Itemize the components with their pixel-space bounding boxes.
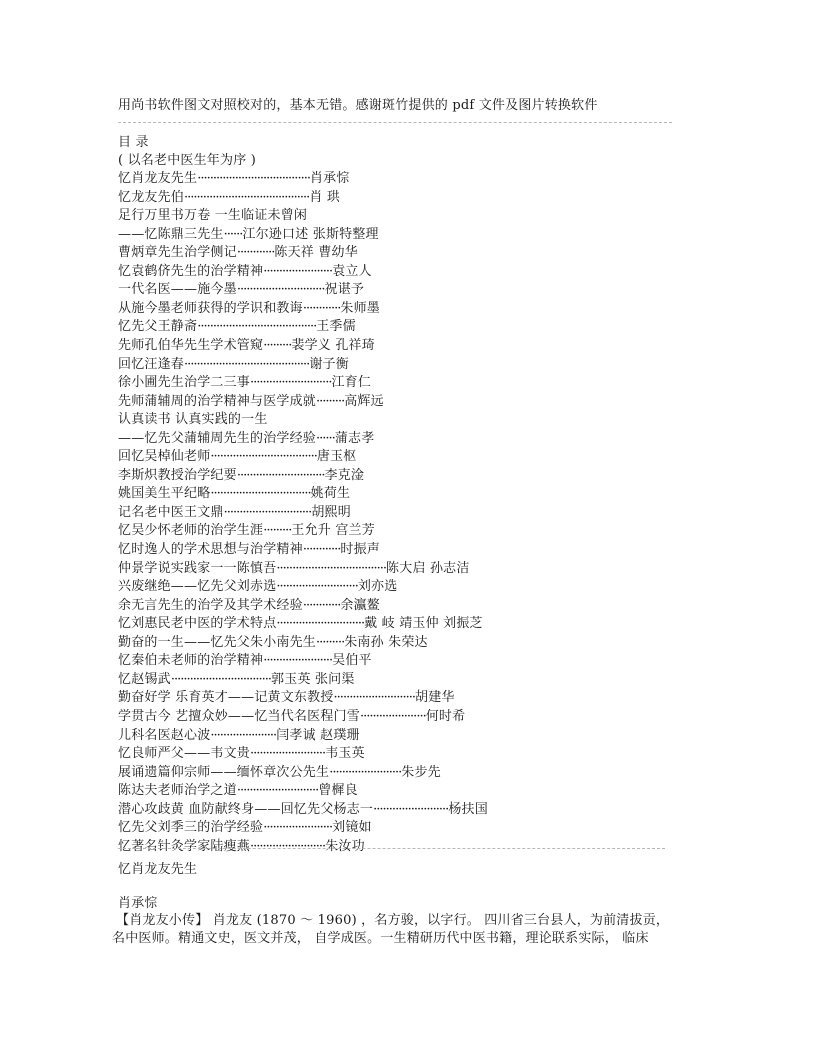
toc-entry-title: 忆著名针灸学家陆瘦燕	[118, 838, 251, 854]
toc-entry-author: 闫孝诚 赵璞珊	[276, 727, 360, 743]
toc-entry-title: 从施今墨老师获得的学识和教诲	[118, 300, 303, 316]
toc-entry-title: 勤奋好学 乐育英才——记黄文东教授	[118, 690, 334, 706]
toc-entry	[118, 745, 365, 763]
toc-entry	[118, 170, 350, 188]
toc-entry	[118, 597, 380, 615]
toc-entry	[118, 782, 358, 800]
toc-entry-author: 李克淦	[324, 467, 365, 483]
toc-leader-dots: ······················	[263, 653, 333, 669]
toc-entry-author: 袁立人	[332, 263, 372, 279]
toc-entry-title: 忆肖龙友先生	[118, 171, 198, 186]
toc-entry	[118, 504, 351, 522]
toc-entry	[118, 819, 372, 837]
toc-leader-dots: ·········	[263, 337, 292, 353]
toc-entry	[118, 300, 380, 318]
toc-entry-title: 先师蒲辅周的治学精神与医学成就	[118, 393, 317, 409]
toc-leader-dots: ············	[302, 300, 341, 316]
toc-entry-title: 潜心攻歧黄 血防献终身——回忆先父杨志一	[118, 801, 374, 817]
toc-entry-author: 王季儒	[316, 319, 356, 335]
toc-entry-author: 时振声	[340, 542, 381, 557]
toc-leader-dots: ··························	[250, 375, 332, 391]
toc-leader-dots: ························	[373, 801, 449, 817]
toc-heading: 目 录	[118, 135, 149, 150]
toc-leader-dots: ·········	[316, 393, 345, 409]
toc-entry-title: 认真读书 认真实践的一生	[118, 412, 268, 428]
toc-entry	[118, 318, 356, 336]
toc-entry-title: 余无言先生的治学及其学术经验	[118, 597, 303, 613]
top-divider	[118, 122, 672, 123]
toc-entry-title: 儿科名医赵心波	[118, 727, 211, 743]
toc-entry	[118, 838, 365, 856]
toc-entry-title: 忆先父刘季三的治学经验	[118, 820, 264, 836]
toc-leader-dots: ························	[250, 746, 326, 762]
toc-entry	[118, 708, 465, 726]
toc-entry-author: 朱南孙 朱荣达	[344, 634, 428, 650]
toc-leader-dots: ·····················	[359, 708, 426, 724]
toc-entry-title: 忆先父王静斋	[118, 319, 198, 335]
toc-entry-author: 胡建华	[415, 690, 455, 706]
toc-entry-author: 胡熙明	[311, 504, 351, 520]
toc-leader-dots: ··························	[276, 579, 358, 595]
toc-leader-dots: ····································	[197, 171, 310, 186]
toc-entry	[118, 430, 374, 448]
toc-entry-title: ——忆先父蒲辅周先生的治学经验	[118, 430, 317, 446]
toc-entry-title: 忆袁鹤侪先生的治学精神	[118, 263, 264, 279]
toc-entry-title: 忆秦伯未老师的治学精神	[118, 653, 264, 669]
toc-entry	[118, 764, 441, 782]
toc-leader-dots: ·········	[316, 634, 345, 650]
toc-leader-dots: ············	[236, 245, 275, 261]
toc-entry-author: 曾樨良	[318, 783, 358, 799]
toc-entry-author: 江育仁	[331, 375, 372, 391]
toc-leader-dots: ································	[170, 671, 272, 687]
article-paragraph-line-2: 名中医师。精通文史，医文并茂， 自学成医。一生精研历代中医书籍，理论联系实际， 临床	[112, 931, 649, 946]
toc-entry-author: 朱汝功	[325, 838, 365, 854]
toc-leader-dots: ······················	[263, 820, 333, 836]
toc-subheading: ( 以名老中医生年为序 )	[118, 153, 257, 168]
toc-entry-title: 忆良师严父——韦文贵	[118, 746, 251, 762]
toc-entry-title: ——忆陈鼎三先生	[118, 226, 224, 242]
toc-entry-author: 唐玉枢	[316, 449, 357, 465]
toc-entry-title: 忆刘惠民老中医的学术特点	[118, 616, 277, 632]
toc-leader-dots: ····························	[276, 616, 365, 632]
toc-entry-title: 回忆吴棹仙老师	[118, 449, 211, 465]
toc-entry-author: 王允升 宫兰芳	[291, 523, 375, 539]
toc-entry	[118, 356, 349, 374]
toc-entry-title: 忆吴少怀老师的治学生涯	[118, 523, 264, 539]
toc-entry-author: 姚荷生	[310, 486, 351, 502]
toc-entry	[118, 281, 364, 299]
toc-leader-dots: ······	[316, 430, 335, 446]
toc-entry	[118, 467, 364, 485]
toc-entry-title: 忆龙友先伯	[118, 189, 185, 205]
toc-entry	[118, 189, 340, 207]
toc-entry-title: 先师孔伯华先生学术管窥	[118, 337, 264, 353]
header-note: 用尚书软件图文对照校对的，基本无错。感谢斑竹提供的 pdf 文件及图片转换软件	[118, 98, 598, 113]
toc-entry-title: 勤奋的一生——忆先父朱小南先生	[118, 634, 317, 650]
toc-entry-title: 李斯炽教授治学纪要	[118, 467, 237, 483]
toc-entry-title: 姚国美生平纪略	[118, 486, 211, 502]
article-title: 忆肖龙友先生	[118, 862, 198, 877]
toc-leader-dots: ·······················	[329, 764, 402, 780]
toc-entry	[118, 485, 350, 503]
toc-entry-author: 祝谌予	[324, 282, 365, 298]
toc-entry	[118, 560, 470, 578]
toc-entry	[118, 337, 375, 355]
toc-entry-author: 谢子衡	[309, 356, 349, 372]
toc-entry-title: 曹炳章先生治学侧记	[118, 245, 237, 261]
toc-entry-author: 朱师墨	[340, 300, 381, 316]
toc-entry	[118, 411, 268, 429]
toc-leader-dots: ············	[302, 542, 341, 557]
toc-entry-author: 刘亦选	[357, 579, 398, 595]
toc-entry-title: 仲景学说实践家一一陈慎吾	[118, 560, 277, 576]
toc-entry-author: 高辉远	[344, 393, 384, 409]
toc-entry	[118, 522, 375, 540]
toc-entry-author: 郭玉英 张问渠	[271, 671, 355, 687]
toc-leader-dots: ····························	[236, 282, 325, 298]
toc-entry	[118, 671, 355, 689]
toc-leader-dots: ············	[302, 597, 341, 613]
toc-entry-title: 足行万里书万卷 一生临证未曾闲	[118, 208, 308, 224]
bottom-divider	[118, 848, 665, 849]
toc-leader-dots: ····························	[223, 504, 312, 520]
toc-entry	[118, 727, 360, 745]
toc-entry-author: 吴伯平	[332, 653, 372, 669]
toc-entry-title: 一代名医——施今墨	[118, 282, 237, 298]
toc-entry	[118, 689, 455, 707]
toc-entry-author: 杨扶国	[448, 801, 488, 817]
toc-entry-author: 戴 岐 靖玉仲 刘振芝	[364, 616, 483, 632]
toc-entry-title: 记名老中医王文鼎	[118, 504, 224, 520]
toc-leader-dots: ································	[210, 486, 311, 502]
toc-entry-author: 江尔逊口述 张斯特整理	[242, 226, 379, 242]
toc-entry	[118, 634, 428, 652]
toc-entry-title: 徐小圃先生治学二三事	[118, 375, 251, 391]
toc-entry	[118, 263, 372, 281]
toc-leader-dots: ·····················	[210, 727, 277, 743]
toc-entry-author: 肖承悰	[309, 171, 350, 186]
toc-entry-title: 忆赵锡武	[118, 671, 171, 687]
toc-leader-dots: ·········	[263, 523, 292, 539]
toc-entry	[118, 448, 357, 466]
toc-entry-title: 学贯古今 艺擅众妙——忆当代名医程门雪	[118, 708, 360, 724]
toc-entry	[118, 578, 397, 596]
toc-entry-author: 余瀛鳌	[340, 597, 381, 613]
toc-entry-title: 陈达夫老师治学之道	[118, 783, 237, 799]
toc-leader-dots: ························	[250, 838, 326, 854]
toc-leader-dots: ···································	[276, 560, 387, 576]
toc-entry-author: 何时希	[425, 708, 466, 724]
toc-entry	[118, 652, 372, 670]
toc-entry	[118, 374, 371, 392]
toc-entry-title: 回忆汪逢春	[118, 356, 185, 372]
toc-leader-dots: ······················	[263, 263, 333, 279]
toc-entry-title: 兴废继绝——忆先父刘赤选	[118, 579, 277, 595]
toc-leader-dots: ··································	[210, 449, 317, 465]
toc-leader-dots: ··························	[333, 690, 415, 706]
toc-leader-dots: ········································	[184, 189, 310, 205]
article-author: 肖承悰	[118, 896, 158, 911]
toc-entry-author: 裴学义 孔祥琦	[291, 337, 375, 353]
toc-entry-title: 展诵遗篇仰宗师——缅怀章次公先生	[118, 764, 330, 780]
toc-entry	[118, 801, 488, 819]
toc-entry-author: 蒲志孝	[334, 430, 375, 446]
toc-entry-author: 刘镜如	[332, 820, 372, 836]
toc-leader-dots: ······································	[197, 319, 317, 335]
toc-entry-title: 忆时逸人的学术思想与治学精神	[118, 542, 303, 557]
toc-leader-dots: ··························	[236, 783, 319, 799]
toc-entry-author: 陈天祥 曹幼华	[274, 245, 358, 261]
toc-entry	[118, 541, 380, 559]
article-paragraph-line-1: 【肖龙友小传】 肖龙友 (1870 ～ 1960) ，名方骏，以字行。 四川省三台县人，为前清拔贡，	[116, 913, 670, 928]
toc-leader-dots: ······	[223, 226, 243, 242]
toc-entry	[118, 244, 358, 262]
toc-entry	[118, 393, 384, 411]
toc-entry-author: 陈大启 孙志洁	[386, 560, 470, 576]
toc-entry	[118, 615, 483, 633]
toc-leader-dots: ····························	[236, 467, 325, 483]
toc-entry-author: 韦玉英	[325, 746, 365, 762]
toc-leader-dots: ········································	[184, 356, 310, 372]
toc-entry	[118, 226, 379, 244]
toc-entry-author: 朱步先	[401, 764, 441, 780]
toc-entry-author: 肖 珙	[309, 189, 341, 205]
toc-entry	[118, 207, 307, 225]
